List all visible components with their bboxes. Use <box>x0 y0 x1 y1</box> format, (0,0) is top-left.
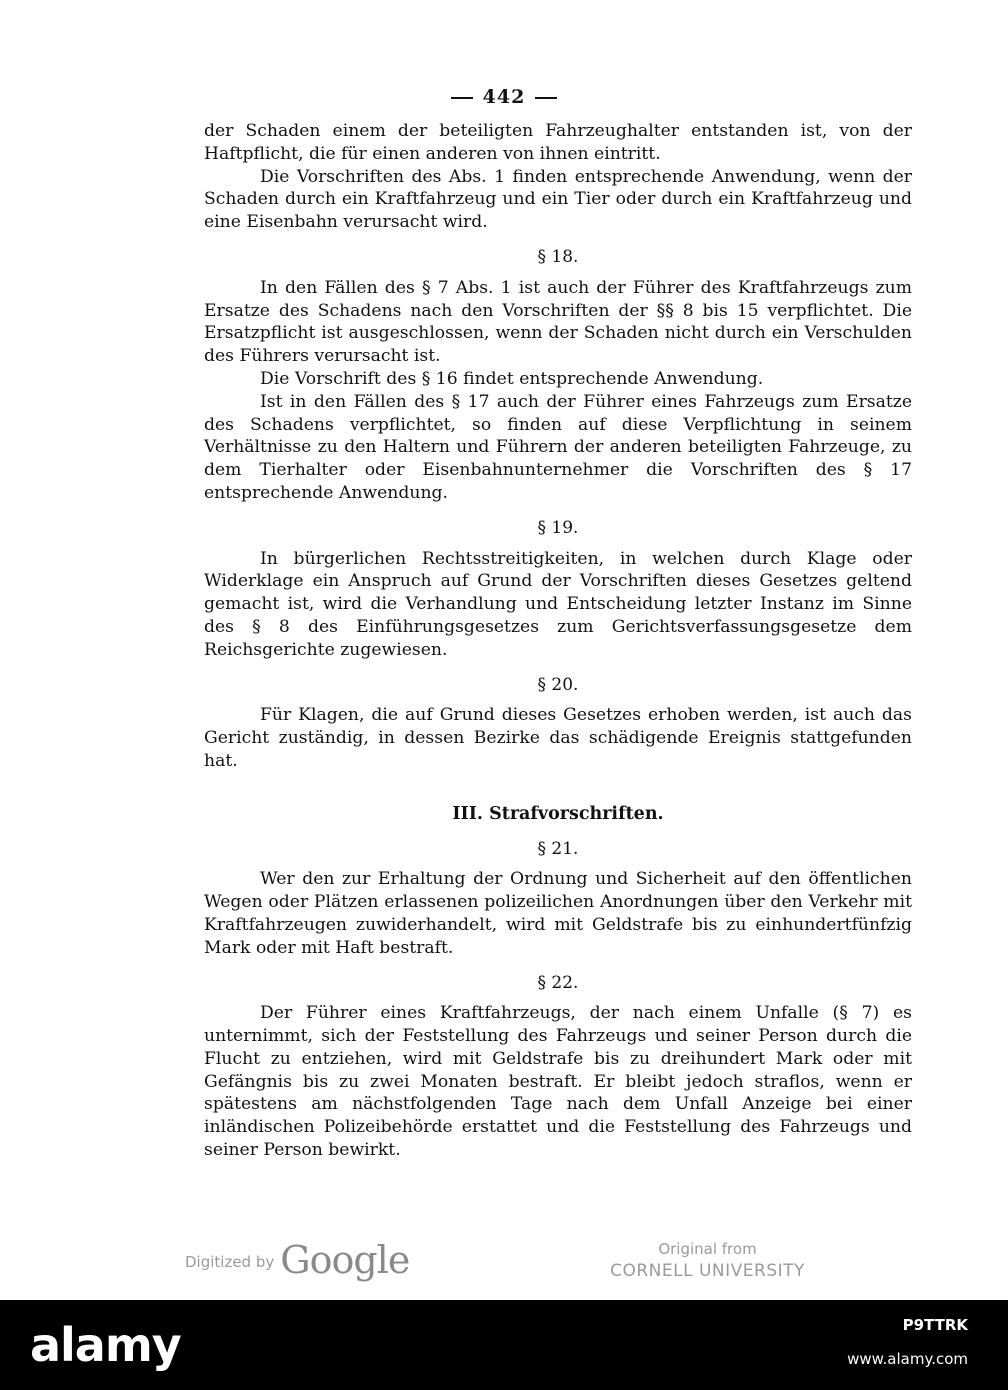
paragraph: Ist in den Fällen des § 17 auch der Führer eines Fahrzeugs zum Ersatze des Schadens verpflichtet, so finden auf diese Verpflichtung in seinem Verhältnisse zu den Haltern und Führern der anderen beteiligten Fahrzeuge, zu dem Tierhalter oder Eisenbahnunternehmer die Vorschriften des § 17 entsprechende Anwendung. <box>204 391 912 503</box>
stock-footer-bar <box>0 1300 1008 1390</box>
paragraph-continuation: der Schaden einem der beteiligten Fahrzeughalter entstanden ist, von der Haftpflicht, die für einen anderen von ihnen eintritt. <box>204 121 912 164</box>
site-url: www.alamy.com <box>847 1350 968 1368</box>
institution-label: CORNELL UNIVERSITY <box>610 1261 805 1281</box>
digitized-by-watermark <box>185 1238 409 1282</box>
chapter-title: III. Strafvorschriften. <box>452 803 664 824</box>
paragraph: Für Klagen, die auf Grund dieses Gesetzes erhoben werden, ist auch das Gericht zuständig, in dessen Bezirke das schädigende Ereignis stattgefunden hat. <box>204 705 912 771</box>
digitized-by-label: Digitized by <box>185 1253 275 1271</box>
paragraph: In bürgerlichen Rechtsstreitigkeiten, in welchen durch Klage oder Widerklage ein Anspruch auf Grund der Vorschriften dieses Gesetzes geltend gemacht ist, wird die Verhandlung und Entscheidung letzter Instanz im Sinne des § 8 des Einführungsgesetzes zum Gerichtsverfassungsgesetze dem Reichsgerichte zugewiesen. <box>204 548 912 660</box>
section-heading-21: § 21. <box>537 838 579 859</box>
image-id: P9TTRK <box>902 1316 968 1334</box>
alamy-logo: alamy <box>30 1318 181 1372</box>
original-from-watermark <box>560 1238 855 1282</box>
section-heading-19: § 19. <box>537 517 579 538</box>
section-heading-22: § 22. <box>537 972 579 993</box>
paragraph: Wer den zur Erhaltung der Ordnung und Sicherheit auf den öffentlichen Wegen oder Plätzen erlassenen polizeilichen Anordnungen über den Verkehr mit Kraftfahrzeugen zuwiderhandelt, wird mit Geldstrafe bis zu einhundertfünfzig Mark oder mit Haft bestraft. <box>204 869 912 958</box>
paragraph: In den Fällen des § 7 Abs. 1 ist auch der Führer des Kraftfahrzeugs zum Ersatze des Schadens nach den Vorschriften der §§ 8 bis 15 verpflichtet. Die Ersatzpflicht ist ausgeschlossen, wenn der Schaden nicht durch ein Verschulden des Führers verursacht ist. <box>204 277 912 367</box>
page-number-value: 442 <box>482 86 526 108</box>
body-text <box>204 120 912 1162</box>
page-number-dash-left <box>451 97 473 99</box>
section-heading-18: § 18. <box>537 246 579 267</box>
paragraph: Die Vorschriften des Abs. 1 finden entsprechende Anwendung, wenn der Schaden durch ein Kraftfahrzeug und ein Tier oder durch ein Kraftfahrzeug und eine Eisenbahn verursacht wird. <box>204 166 912 233</box>
google-logo: Google <box>280 1238 410 1282</box>
paragraph: Der Führer eines Kraftfahrzeugs, der nach einem Unfalle (§ 7) es unternimmt, sich der Feststellung des Fahrzeugs und seiner Person durch die Flucht zu entziehen, wird mit Geldstrafe bis zu dreihundert Mark oder mit Gefängnis bis zu zwei Monaten bestraft. Er bleibt jedoch straflos, wenn er spätestens am nächstfolgenden Tage nach dem Unfall Anzeige bei einer inländischen Polizeibehörde erstattet und die Feststellung des Fahrzeugs und seiner Person bewirkt. <box>204 1003 912 1161</box>
original-from-label: Original from <box>658 1240 757 1258</box>
page-number <box>0 86 1008 108</box>
section-heading-20: § 20. <box>537 674 579 695</box>
paragraph: Die Vorschrift des § 16 findet entsprechende Anwendung. <box>260 368 764 389</box>
page-number-dash-right <box>535 97 557 99</box>
